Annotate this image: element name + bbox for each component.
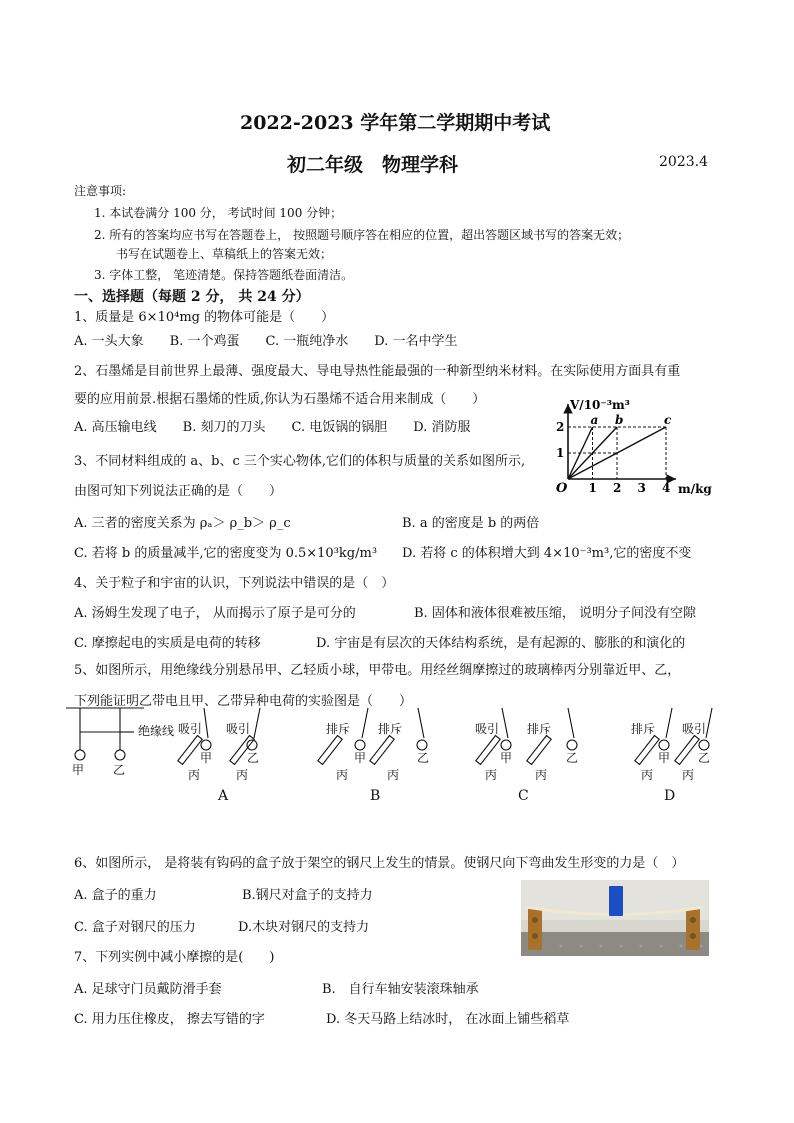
q6-option-a: A. 盒子的重力 (74, 888, 157, 903)
x-tick-label: 4 (662, 481, 671, 495)
q4-option-c: C. 摩擦起电的实质是电荷的转移 (74, 636, 261, 651)
q3-stem: 3、不同材料组成的 a、b、c 三个实心物体,它们的体积与质量的关系如图所示, (74, 454, 526, 469)
a-bing-left: 丙 (188, 768, 201, 782)
q7-option-a: A. 足球守门员戴防滑手套 (74, 982, 222, 997)
a-left-attract: 吸引 (178, 722, 203, 736)
volume-mass-graph (548, 394, 720, 500)
a-yi: 乙 (247, 751, 260, 765)
charge-experiment-figure (60, 704, 740, 804)
d-jia: 甲 (658, 751, 671, 765)
q4-option-d: D. 宇宙是有层次的天体结构系统，是有起源的、膨胀的和演化的 (316, 636, 686, 651)
series-label-c: c (664, 413, 672, 427)
x-tick-label: 2 (613, 481, 622, 495)
option-letter-a: A (218, 788, 229, 804)
weight-box (609, 886, 623, 916)
section-title: 一、选择题（每题 2 分， 共 24 分） (74, 289, 310, 305)
insulating-thread-label: 绝缘线 (138, 724, 175, 738)
note-item: 1. 本试卷满分 100 分， 考试时间 100 分钟； (94, 206, 343, 220)
ball-jia-label: 甲 (72, 763, 85, 777)
q2-options: A. 高压输电线 B. 刻刀的刀头 C. 电饭锅的锅胆 D. 消防服 (74, 420, 471, 435)
q4-option-a: A. 汤姆生发现了电子， 从而揭示了原子是可分的 (74, 606, 356, 621)
c-jia: 甲 (500, 751, 513, 765)
q6-stem: 6、如图所示， 是将装有钩码的盒子放于架空的钢尺上发生的情景。使钢尺向下弯曲发生形变的力是（ ） (74, 856, 685, 871)
c-left-attract: 吸引 (475, 722, 500, 736)
exam-title: 2022-2023 学年第二学期期中考试 (240, 112, 551, 134)
left-wood-block (528, 908, 542, 950)
q3-option-b: B. a 的密度是 b 的两倍 (402, 516, 540, 531)
exam-subtitle: 初二年级 物理学科 (287, 154, 459, 176)
note-item: 3. 字体工整， 笔迹清楚。保持答题纸卷面清洁。 (94, 268, 354, 282)
b-yi: 乙 (417, 751, 430, 765)
a-bing-right: 丙 (236, 768, 249, 782)
d-left-repel: 排斥 (631, 722, 656, 736)
notes-heading: 注意事项: (74, 184, 127, 198)
note-item: 书写在试题卷上、草稿纸上的答案无效； (116, 247, 333, 261)
q3-option-d: D. 若将 c 的体积增大到 4×10⁻³m³,它的密度不变 (402, 546, 692, 561)
q2-stem-cont: 要的应用前景.根据石墨烯的性质,你认为石墨烯不适合用来制成（ ） (74, 392, 486, 407)
c-yi: 乙 (566, 751, 579, 765)
q3-stem-cont: 由图可知下列说法正确的是（ ） (74, 484, 283, 499)
a-right-attract: 吸引 (226, 722, 251, 736)
q5-stem-cont: 下列能证明乙带电且甲、乙带异种电荷的实验图是（ ） (74, 694, 413, 709)
b-bing-left: 丙 (336, 768, 349, 782)
a-jia: 甲 (200, 751, 213, 765)
c-bing-left: 丙 (485, 768, 498, 782)
q7-stem: 7、下列实例中减小摩擦的是( ) (74, 950, 275, 965)
q5-stem: 5、如图所示，用绝缘线分别悬吊甲、乙轻质小球，甲带电。用经丝绸摩擦过的玻璃棒丙分别靠近甲、乙， (74, 663, 681, 678)
x-tick-label: 1 (588, 481, 597, 495)
right-wood-block (686, 908, 700, 950)
series-label-b: b (615, 413, 624, 427)
b-right-repel: 排斥 (378, 722, 403, 736)
b-left-repel: 排斥 (326, 722, 351, 736)
q4-option-b: B. 固体和液体很难被压缩， 说明分子间没有空隙 (414, 606, 696, 621)
option-letter-b: B (370, 788, 381, 804)
d-yi: 乙 (698, 751, 711, 765)
b-bing-right: 丙 (387, 768, 400, 782)
q4-stem: 4、关于粒子和宇宙的认识，下列说法中错误的是（ ） (74, 576, 395, 591)
series-label-a: a (590, 413, 599, 427)
y-tick-label: 1 (556, 446, 565, 460)
exam-date: 2023.4 (659, 154, 708, 170)
c-bing-right: 丙 (535, 768, 548, 782)
y-axis-label: V/10⁻³m³ (570, 398, 630, 412)
q1-options: A. 一头大象 B. 一个鸡蛋 C. 一瓶纯净水 D. 一名中学生 (74, 334, 458, 349)
q1-stem: 1、质量是 6×10⁴mg 的物体可能是（ ） (74, 310, 335, 325)
note-item: 2. 所有的答案均应书写在答题卷上， 按照题号顺序答在相应的位置，超出答题区域书写的答案无效； (94, 228, 630, 242)
q7-option-d: D. 冬天马路上结冰时， 在冰面上铺些稻草 (326, 1012, 570, 1027)
q3-option-c: C. 若将 b 的质量减半,它的密度变为 0.5×10³kg/m³ (74, 546, 378, 561)
c-right-repel: 排斥 (527, 722, 552, 736)
q6-option-d: D.木块对钢尺的支持力 (238, 920, 370, 935)
d-bing-left: 丙 (641, 768, 654, 782)
x-axis-label: m/kg (678, 482, 712, 496)
origin-label: O (556, 481, 568, 496)
option-letter-d: D (664, 788, 676, 804)
d-bing-right: 丙 (682, 768, 695, 782)
q6-option-c: C. 盒子对钢尺的压力 (74, 920, 196, 935)
d-right-attract: 吸引 (682, 722, 707, 736)
q7-option-c: C. 用力压住橡皮， 擦去写错的字 (74, 1012, 265, 1027)
q7-option-b: B. 自行车轴安装滚珠轴承 (322, 982, 479, 997)
q6-option-b: B.钢尺对盒子的支持力 (242, 888, 373, 903)
y-tick-label: 2 (556, 420, 565, 434)
option-letter-c: C (518, 788, 529, 804)
ball-yi-label: 乙 (113, 763, 126, 777)
q3-option-a: A. 三者的密度关系为 ρₐ＞ ρ_b＞ ρ_c (74, 516, 291, 531)
steel-ruler-photo (521, 880, 709, 956)
q2-stem: 2、石墨烯是目前世界上最薄、强度最大、导电导热性能最强的一种新型纳米材料。在实际使用方面具有重 (74, 364, 681, 379)
b-jia: 甲 (354, 751, 367, 765)
x-tick-label: 3 (637, 481, 646, 495)
